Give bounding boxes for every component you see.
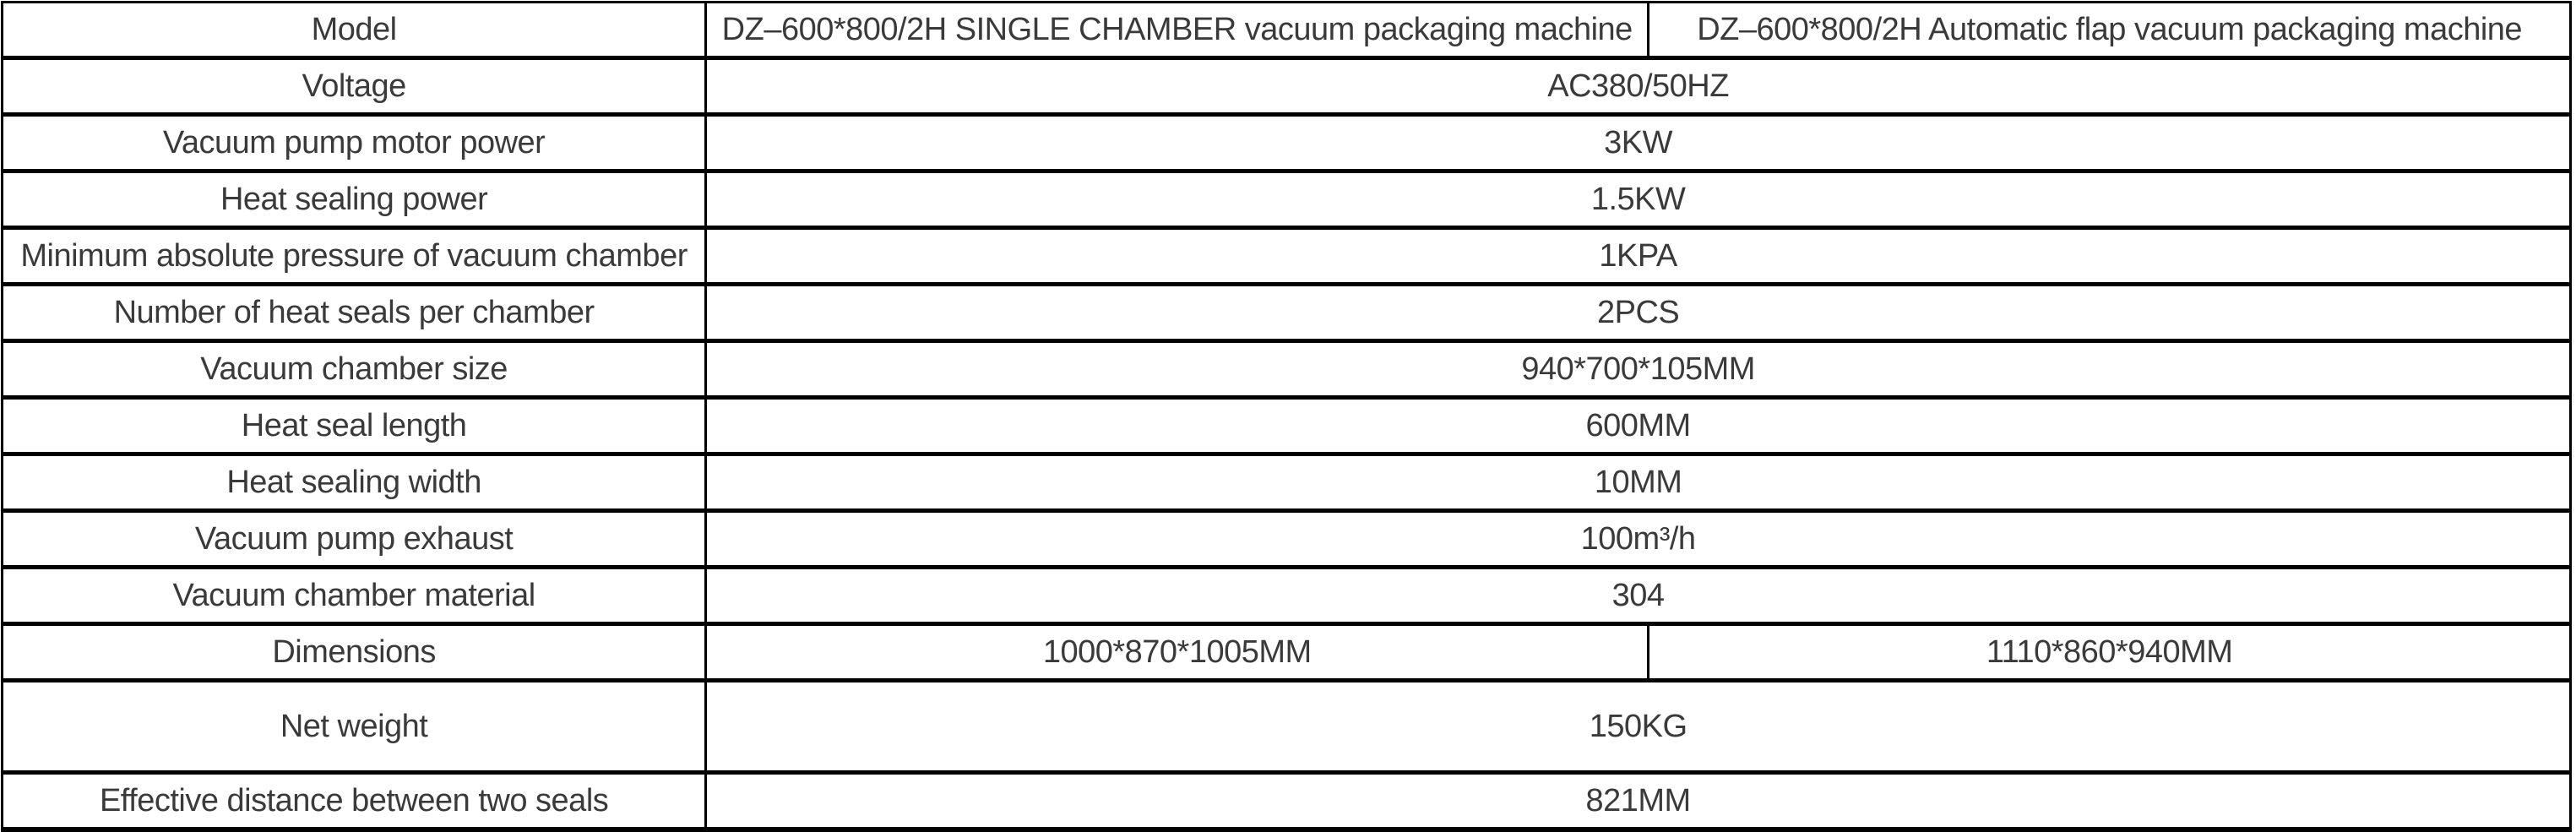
table-row-effective-distance	[3, 773, 2571, 830]
table-row-vacuum-chamber-material	[3, 568, 2571, 624]
spec-value-model-single-chamber: DZ–600*800/2H SINGLE CHAMBER vacuum packaging machine	[706, 3, 1649, 58]
spec-label-vacuum-chamber-size: Vacuum chamber size	[3, 341, 706, 398]
spec-value-voltage: AC380/50HZ	[706, 58, 2571, 115]
spec-label-heat-sealing-width: Heat sealing width	[3, 454, 706, 511]
spec-label-heat-seal-length: Heat seal length	[3, 398, 706, 454]
table-row-minimum-absolute-pressure	[3, 228, 2571, 285]
table-row-dimensions	[3, 624, 2571, 681]
spec-value-net-weight: 150KG	[706, 681, 2571, 773]
spec-label-minimum-absolute-pressure: Minimum absolute pressure of vacuum chamber	[3, 228, 706, 285]
table-row-net-weight	[3, 681, 2571, 773]
table-row-voltage	[3, 58, 2571, 115]
spec-value-dimensions-automatic-flap: 1110*860*940MM	[1649, 624, 2571, 681]
spec-value-minimum-absolute-pressure: 1KPA	[706, 228, 2571, 285]
spec-value-heat-seal-length: 600MM	[706, 398, 2571, 454]
spec-value-number-of-heat-seals: 2PCS	[706, 285, 2571, 341]
spec-label-voltage: Voltage	[3, 58, 706, 115]
table-row-model	[3, 3, 2571, 58]
spec-value-model-automatic-flap: DZ–600*800/2H Automatic flap vacuum packaging machine	[1649, 3, 2571, 58]
spec-label-net-weight: Net weight	[3, 681, 706, 773]
spec-label-dimensions: Dimensions	[3, 624, 706, 681]
spec-value-heat-sealing-width: 10MM	[706, 454, 2571, 511]
table-row-heat-seal-length	[3, 398, 2571, 454]
table-row-heat-sealing-width	[3, 454, 2571, 511]
table-row-heat-sealing-power	[3, 171, 2571, 228]
table-row-vacuum-chamber-size	[3, 341, 2571, 398]
spec-value-effective-distance: 821MM	[706, 773, 2571, 830]
spec-label-heat-sealing-power: Heat sealing power	[3, 171, 706, 228]
table-row-vacuum-pump-exhaust	[3, 511, 2571, 568]
spec-value-vacuum-chamber-material: 304	[706, 568, 2571, 624]
spec-label-model: Model	[3, 3, 706, 58]
table-row-vacuum-pump-motor-power	[3, 115, 2571, 171]
spec-label-vacuum-chamber-material: Vacuum chamber material	[3, 568, 706, 624]
spec-value-dimensions-single-chamber: 1000*870*1005MM	[706, 624, 1649, 681]
spec-label-vacuum-pump-exhaust: Vacuum pump exhaust	[3, 511, 706, 568]
spec-value-vacuum-chamber-size: 940*700*105MM	[706, 341, 2571, 398]
spec-value-vacuum-pump-exhaust: 100m³/h	[706, 511, 2571, 568]
spec-label-number-of-heat-seals: Number of heat seals per chamber	[3, 285, 706, 341]
spec-value-vacuum-pump-motor-power: 3KW	[706, 115, 2571, 171]
spec-label-effective-distance: Effective distance between two seals	[3, 773, 706, 830]
spec-label-vacuum-pump-motor-power: Vacuum pump motor power	[3, 115, 706, 171]
spec-table	[1, 1, 2572, 832]
spec-value-heat-sealing-power: 1.5KW	[706, 171, 2571, 228]
table-row-number-of-heat-seals	[3, 285, 2571, 341]
